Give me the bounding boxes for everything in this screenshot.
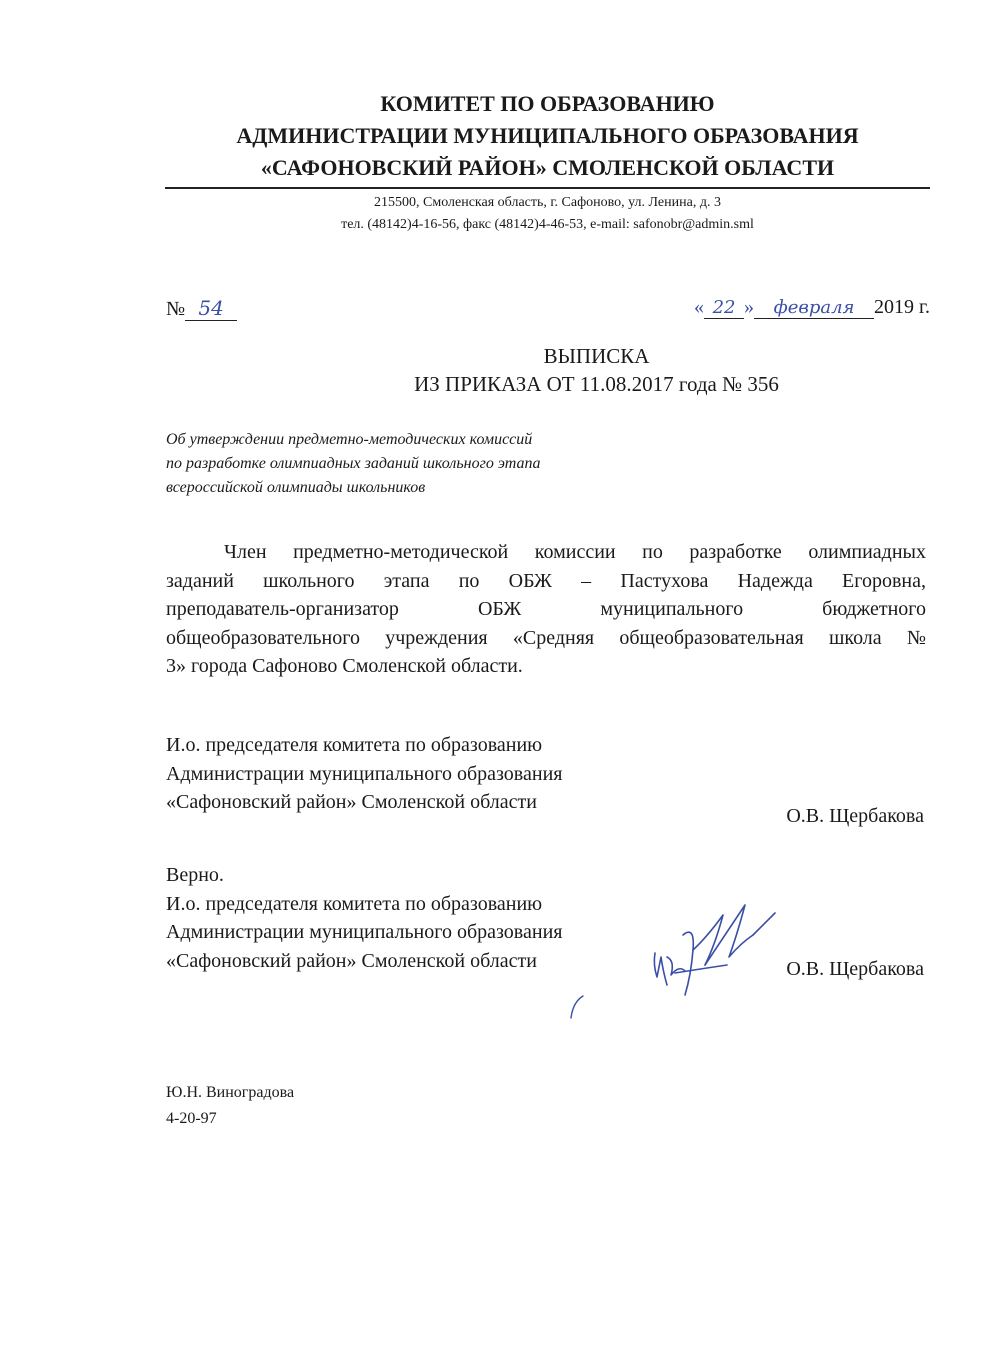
- letterhead-divider: [165, 187, 930, 189]
- date-day: 22: [704, 297, 744, 319]
- signatory-title-line1: И.о. председателя комитета по образованию: [166, 734, 543, 756]
- org-name-line1: КОМИТЕТ ПО ОБРАЗОВАНИЮ: [380, 91, 715, 116]
- executor-name: Ю.Н. Виноградова: [166, 1084, 295, 1101]
- body-line: преподаватель-организатор ОБЖ муниципального бюджетного: [166, 598, 926, 620]
- letterhead-address: [165, 192, 930, 236]
- certified-title-line3: «Сафоновский район» Смоленской области: [166, 949, 537, 972]
- handwritten-signature: [645, 895, 785, 1005]
- org-name-line2: АДМИНИСТРАЦИИ МУНИЦИПАЛЬНОГО ОБРАЗОВАНИЯ: [236, 123, 859, 148]
- document-body: [166, 538, 926, 681]
- body-line: 3» города Сафоново Смоленской области.: [166, 655, 523, 677]
- org-name-line3: «САФОНОВСКИЙ РАЙОН» СМОЛЕНСКОЙ ОБЛАСТИ: [260, 155, 835, 180]
- certified-title-line1: И.о. председателя комитета по образованию: [166, 892, 543, 915]
- certified-label: Верно.: [166, 864, 224, 886]
- body-line: Член предметно-методической комиссии по разработке олимпиадных: [224, 541, 926, 563]
- signatory-block: [166, 731, 562, 817]
- contact-info: тел. (48142)4-16-56, факс (48142)4-46-53, e-mail: safonobr@admin.sml: [341, 217, 754, 232]
- executor-phone: 4-20-97: [166, 1110, 217, 1127]
- document-subject: [166, 428, 686, 500]
- signatory-title-line3: «Сафоновский район» Смоленской области: [166, 791, 537, 813]
- number-value: 54: [185, 296, 237, 321]
- date-open-quote: «: [694, 296, 705, 318]
- signatory-title-line2: Администрации муниципального образования: [166, 762, 563, 785]
- title-line1: ВЫПИСКА: [543, 344, 650, 368]
- subject-line: всероссийской олимпиады школьников: [166, 479, 426, 496]
- date-close-quote: »: [744, 296, 755, 318]
- document-title: [165, 342, 930, 398]
- subject-line: Об утверждении предметно-методических комиссий: [166, 431, 533, 448]
- signatory-name: О.В. Щербакова: [786, 805, 924, 827]
- certified-name: О.В. Щербакова: [786, 958, 924, 980]
- certified-title-line2: Администрации муниципального образования: [166, 921, 563, 943]
- subject-line: по разработке олимпиадных заданий школьного этапа: [166, 455, 541, 472]
- date-year: 2019 г.: [874, 296, 930, 318]
- executor-info: [166, 1080, 294, 1132]
- document-number: [166, 296, 237, 321]
- document-date: [694, 296, 930, 319]
- certified-block: [166, 861, 562, 975]
- body-line: общеобразовательного учреждения «Средняя общеобразовательная школа №: [166, 626, 926, 649]
- postal-address: 215500, Смоленская область, г. Сафоново, ул. Ленина, д. 3: [374, 195, 721, 210]
- letterhead: [165, 88, 930, 184]
- title-line2: ИЗ ПРИКАЗА ОТ 11.08.2017 года № 356: [414, 372, 779, 396]
- pen-mark: [565, 992, 595, 1022]
- date-month: февраля: [754, 297, 874, 319]
- number-prefix: №: [166, 298, 186, 320]
- body-line: заданий школьного этапа по ОБЖ – Пастухова Надежда Егоровна,: [166, 569, 926, 592]
